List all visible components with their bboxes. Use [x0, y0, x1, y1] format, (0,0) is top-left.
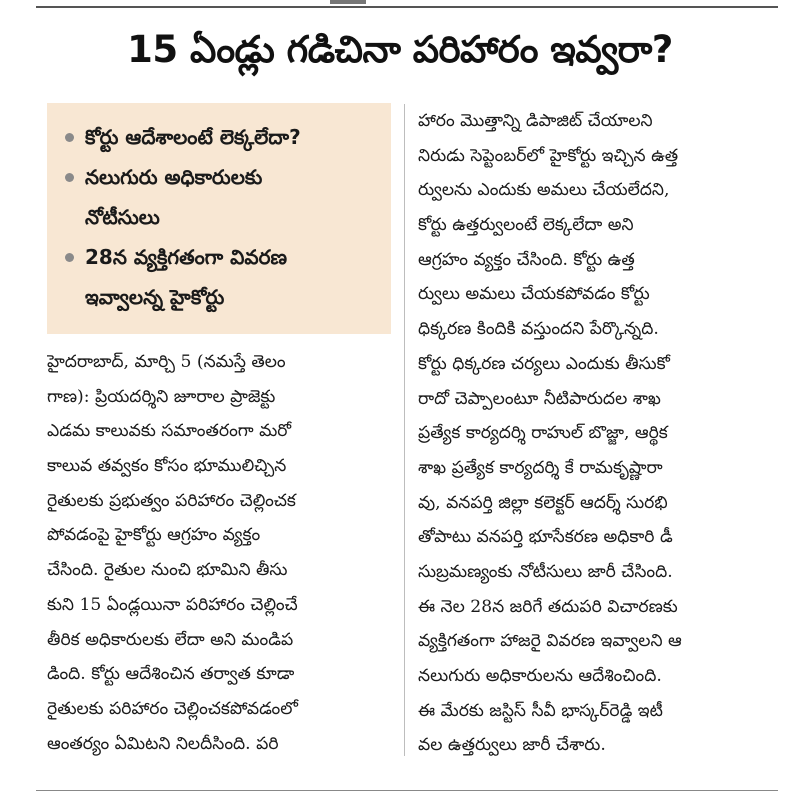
- article-line: హైదరాబాద్, మార్చి 5 (నమస్తే తెలం: [47, 352, 286, 372]
- article-line: తోపాటు వనపర్తి భూసేకరణ అధికారి డీ: [418, 527, 673, 548]
- article-line: కుని 15 ఏండ్లయినా పరిహారం చెల్లించే: [47, 594, 298, 615]
- article-line: శాఖ ప్రత్యేక కార్యదర్శి కే రామకృష్ణారా: [418, 457, 663, 478]
- article-line: ధిక్కరణ కిందికి వస్తుందని పేర్కొన్నది.: [418, 319, 659, 340]
- article-column-right: [418, 104, 770, 763]
- article-line: వ్యక్తిగతంగా హాజరై వివరణ ఇవ్వాలని ఆ: [418, 631, 682, 652]
- highlight-item-3: [61, 237, 379, 317]
- article-line: పోవడంపై హైకోర్టు ఆగ్రహం వ్యక్తం: [47, 525, 261, 546]
- highlight-text: 28న వ్యక్తిగతంగా వివరణ: [85, 245, 287, 269]
- article-line: నలుగురు అధికారులను ఆదేశించింది.: [418, 666, 662, 686]
- article-line: కాలువ తవ్వకం కోసం భూములిచ్చిన: [47, 456, 287, 477]
- article-line: ర్వులను ఎందుకు అమలు చేయలేదని,: [418, 180, 670, 201]
- article-line: కోర్టు ఉత్తర్వులంటే లెక్కలేదా అని: [418, 215, 634, 236]
- article-line: ఈ మేరకు జస్టిస్ సీవీ భాస్కర్‌రెడ్డి ఇటీ: [418, 700, 663, 721]
- highlight-text: కోర్టు ఆదేశాలంటే లెక్కలేదా?: [85, 125, 301, 149]
- bottom-rule: [36, 790, 778, 791]
- article-line: ఈ నెల 28న జరిగే తదుపరి విచారణకు: [418, 596, 678, 617]
- article-line: ఆంతర్యం ఏమిటని నిలదీసింది. పరి: [47, 733, 279, 754]
- article-line: రాదో చెప్పాలంటూ నీటిపారుదల శాఖ: [418, 388, 661, 409]
- article-column-left: [47, 345, 391, 761]
- top-rule-mark: [330, 0, 366, 4]
- article-line: ర్వులు అమలు చేయకపోవడం కోర్టు: [418, 284, 650, 305]
- article-line: ఆగ్రహం వ్యక్తం చేసింది. కోర్టు ఉత్త: [418, 249, 635, 270]
- top-rule: [36, 6, 778, 8]
- article-line: గాణ): ప్రియదర్శిని జూరాల ప్రాజెక్టు: [47, 386, 276, 407]
- article-line: నిరుడు సెప్టెంబర్‌లో హైకోర్టు ఇచ్చిన ఉత్త: [418, 145, 679, 166]
- article-line: చేసింది. రైతుల నుంచి భూమిని తీసు: [47, 560, 288, 581]
- article-line: సుబ్రమణ్యంకు నోటీసులు జారీ చేసింది.: [418, 561, 673, 582]
- article-line: వు, వనపర్తి జిల్లా కలెక్టర్ ఆదర్శ్ సురభి: [418, 492, 668, 513]
- column-divider: [404, 104, 405, 756]
- article-line: కోర్టు ధిక్కరణ చర్యలు ఎందుకు తీసుకో: [418, 353, 670, 374]
- bullet-dot-icon: [65, 173, 74, 182]
- article-line: వల ఉత్తర్వులు జారీ చేశారు.: [418, 735, 606, 756]
- highlight-text: నలుగురు అధికారులకు: [85, 165, 263, 189]
- highlight-text-cont: ఇవ్వాలన్న హైకోర్టు: [85, 285, 225, 309]
- article-line: రైతులకు ప్రభుత్వం పరిహారం చెల్లించక: [47, 490, 296, 511]
- bullet-dot-icon: [65, 133, 74, 142]
- bullet-dot-icon: [65, 253, 74, 262]
- article-line: ప్రత్యేక కార్యదర్శి రాహుల్ బొజ్జా, ఆర్థిక: [418, 423, 668, 444]
- article-line: హారం మొత్తాన్ని డిపాజిట్ చేయాలని: [418, 111, 653, 131]
- highlights-list: [61, 117, 379, 317]
- article-line: రైతులకు పరిహారం చెల్లించకపోవడంలో: [47, 698, 298, 719]
- highlight-text-cont: నోటీసులు: [85, 205, 160, 229]
- article-line: తీరిక అధికారులకు లేదా అని మండిప: [47, 629, 294, 650]
- highlight-item-1: [61, 117, 379, 157]
- article-line: డింది. కోర్టు ఆదేశించిన తర్వాత కూడా: [47, 664, 295, 685]
- headline: 15 ఏండ్లు గడిచినా పరిహారం ఇవ్వరా?: [127, 28, 673, 71]
- highlights-box: [47, 103, 391, 334]
- article-line: ఎడమ కాలువకు సమాంతరంగా మరో: [47, 421, 292, 442]
- highlight-item-2: [61, 157, 379, 237]
